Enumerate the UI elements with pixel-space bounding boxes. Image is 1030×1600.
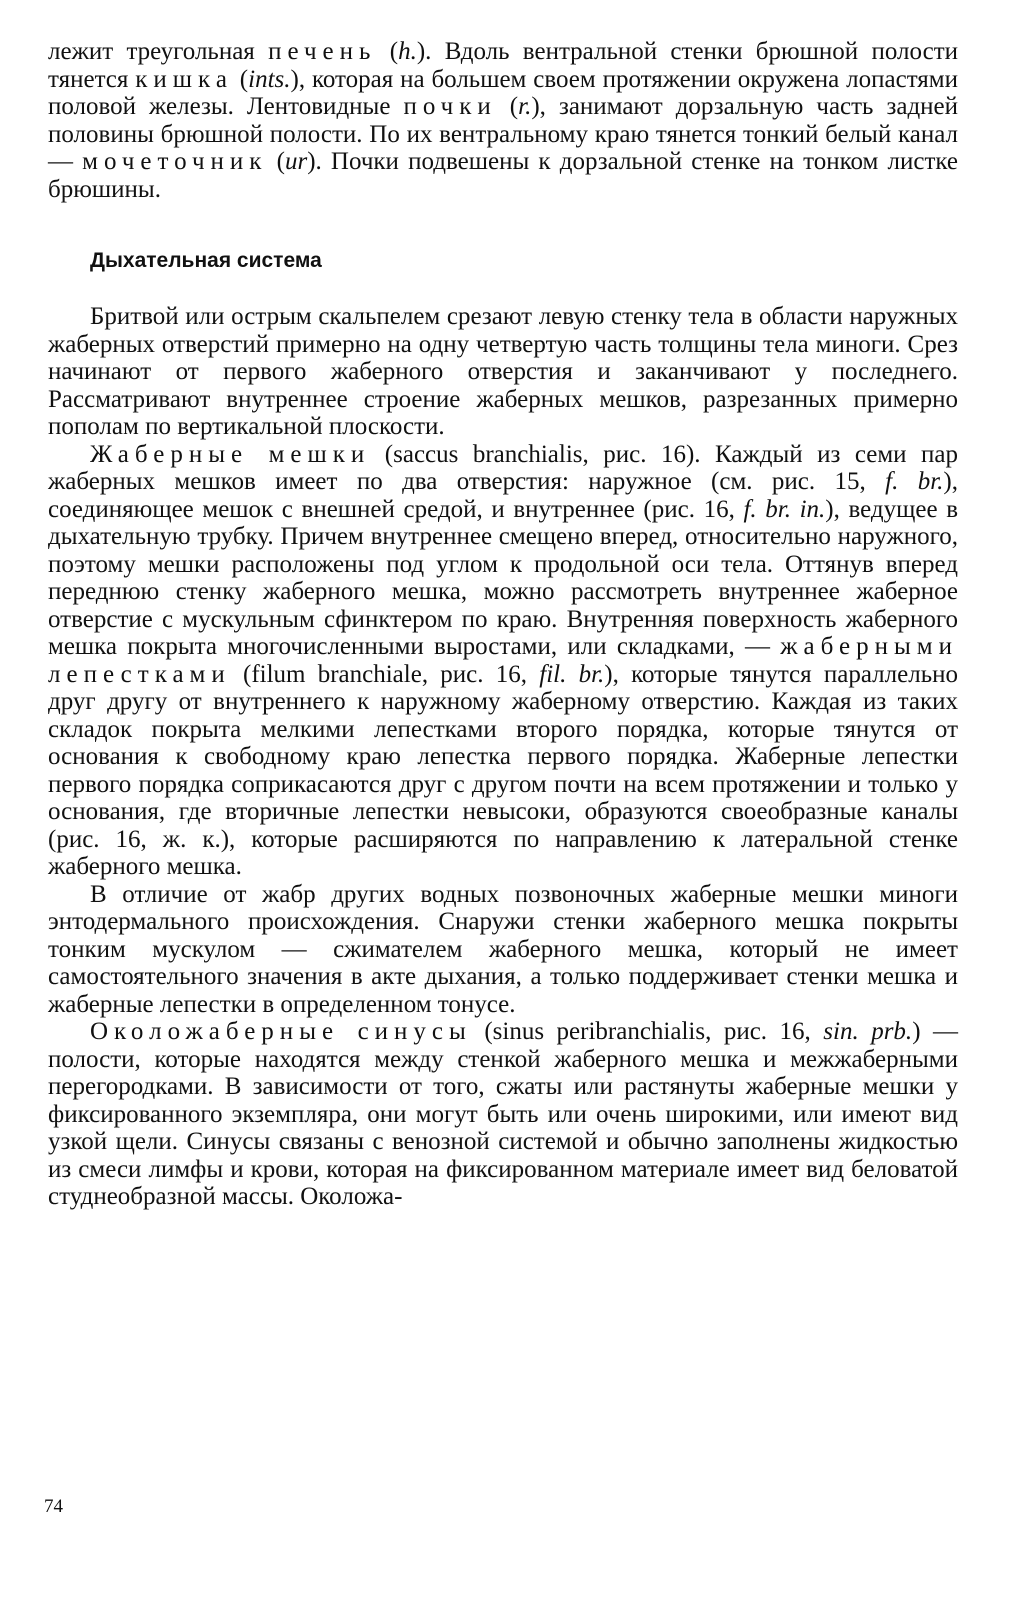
text-run: ), ведущее в дыхательную трубку. Причем внутреннее смещено вперед, относительно наружного, поэтому мешки расположены под углом к продольной оси тела. Оттянув вперед переднюю стенку жаберного мешка, можно рассмотреть внутреннее жаберное отверстие с мускульным сфинктером по краю. Внутренняя поверхность жаберного мешка покрыта многочисленными выростами, или складками, — (48, 495, 958, 660)
page-body (48, 38, 958, 1211)
text-run: лежит треугольная (48, 38, 269, 65)
abbr-ureter: ur (284, 148, 308, 175)
abbr-liver: h. (398, 38, 417, 65)
text-run: ( (232, 65, 249, 93)
abbr-internal-opening: f. br. in. (743, 495, 826, 523)
paragraph-origin: В отличие от жабр других водных позвоночных жаберные мешки миноги энтодермального происхождения. Снаружи стенки жаберного мешка покрыты тонким мускулом — сжимателем жаберного мешка, который не имеет самостоятельного значения в акте дыхания, а только поддерживает стенки мешка и жаберные лепестки в определенном тонусе. (48, 880, 958, 1018)
text-run: (saccus branchialis, рис. 16). Каждый из семи пар жаберных мешков имеет по два отверстия: наружное (см. рис. 15, (48, 440, 958, 495)
term-sinuses: Околожаберные синусы (90, 1018, 472, 1045)
text-run: ( (496, 93, 519, 120)
paragraph-dissection: Бритвой или острым скальпелем срезают левую стенку тела в области наружных жаберных отверстий примерно на одну четвертую часть толщины тела миноги. Срез начинают от первого жаберного отверстия и заканчивают у последнего. Рассматривают внутреннее строение жаберных мешков, разрезанных примерно пополам по вертикальной плоскости. (48, 303, 958, 440)
section-heading: Дыхательная система (90, 249, 322, 272)
abbr-filaments: fil. br. (539, 660, 605, 688)
text-run: ), которые тянутся параллельно друг другу от внутреннего к наружному жаберному отверстию. Каждая из таких складок покрыта мелкими лепестками второго порядка, которые тянутся от основания к свободному краю лепестка первого порядка. Жаберные лепестки первого порядка соприкасаются друг с другом почти на всем протяжении и только у основания, где вторичные лепестки невысоки, образуются своеобразные каналы (рис. 16, ж. к.), которые расширяются по направлению к латеральной стенке жаберного мешка. (48, 660, 958, 880)
text-run: ) — полости, которые находятся между стенкой жаберного мешка и межжаберными перегородками. В зависимости от того, сжаты или растянуты жаберные мешки у фиксированного экземпляра, они могут быть или очень широкими, или имеют вид узкой щели. Синусы связаны с венозной системой и обычно заполнены жидкостью из смеси лимфы и крови, которая на фиксированном материале имеет вид беловатой студнеобразной массы. Околожа- (48, 1018, 959, 1210)
text-run: ). Почки подвешены к дорзальной стенке на тонком листке брюшины. (48, 148, 959, 203)
term-ureter: мочеточник (82, 148, 268, 175)
term-gill-sacs: Жаберные мешки (90, 440, 371, 468)
term-intestine: кишка (135, 65, 233, 93)
text-run: ). Вдоль вентральной стенки брюшной полости тянется (48, 38, 958, 93)
term-gill-filaments: жаберными лепестками (48, 633, 958, 688)
text-run: ), которая на большем своем протяжении окружена лопастями половой железы. Лентовидные (48, 65, 959, 120)
text-run: ), соединяющее мешок с внешней средой, и внутреннее (рис. 16, (48, 468, 958, 523)
text-run: (filum branchiale, рис. 16, (230, 660, 540, 688)
text-run: ( (267, 148, 285, 175)
abbr-kidneys: r. (518, 93, 532, 120)
paragraph-organs (48, 38, 958, 203)
abbr-external-opening: f. br. (885, 468, 944, 495)
term-kidneys: почки (403, 93, 497, 120)
term-liver: печень (268, 38, 377, 65)
paragraph-gill-sacs (48, 441, 958, 881)
paragraph-sinuses (48, 1018, 958, 1211)
text-run: ), занимают дорзальную часть задней половины брюшной полости. По их вентральному краю тянется тонкий белый канал — (48, 93, 959, 175)
text-run: ( (376, 38, 399, 65)
abbr-intestine: ints. (248, 65, 291, 93)
text-run: (sinus peribranchialis, рис. 16, (471, 1018, 824, 1045)
abbr-sinus: sin. prb. (823, 1018, 913, 1045)
page-number: 74 (44, 1496, 63, 1517)
